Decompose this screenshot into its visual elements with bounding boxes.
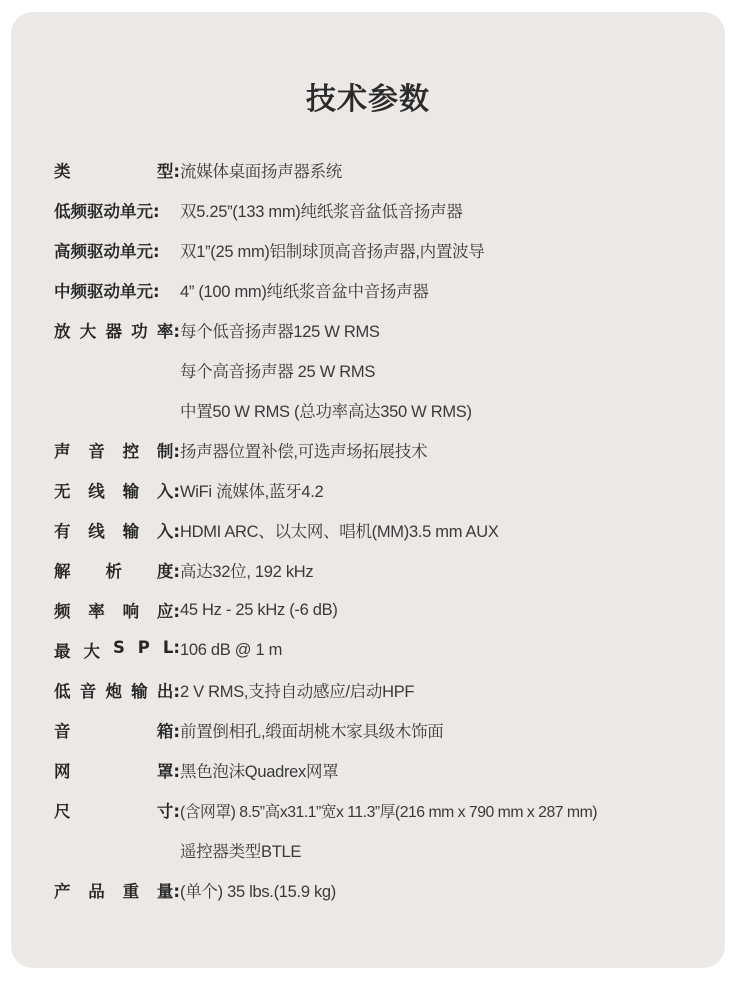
spec-label-char: 控 <box>122 442 140 461</box>
spec-label-char: 网 <box>54 762 71 781</box>
spec-label <box>54 598 180 622</box>
spec-row <box>54 750 719 790</box>
page-title: 技术参数 <box>306 82 430 117</box>
spec-label-char: 产 <box>54 882 71 901</box>
spec-label-char: 应: <box>156 602 180 621</box>
spec-value: 中置50 W RMS (总功率高达350 W RMS) <box>180 403 472 421</box>
spec-row <box>54 830 719 870</box>
spec-label-char: 声 <box>54 442 71 461</box>
spec-label-char: 出: <box>156 682 180 701</box>
spec-label-char: 析 <box>105 562 122 581</box>
spec-value: 前置倒相孔,缎面胡桃木家具级木饰面 <box>180 723 444 741</box>
spec-label-char: 音 <box>54 722 71 741</box>
spec-label-char: 频 <box>54 602 71 621</box>
spec-card <box>11 12 725 968</box>
spec-label-char: 低频驱动单元: <box>54 202 160 221</box>
spec-label-char: S <box>112 638 125 657</box>
spec-label-char: 品 <box>88 882 105 901</box>
spec-label-char: 大 <box>83 642 100 661</box>
spec-label-char: 寸: <box>156 802 180 821</box>
spec-list <box>54 150 719 910</box>
spec-value: WiFi 流媒体,蓝牙4.2 <box>180 483 324 501</box>
spec-value: 每个低音扬声器125 W RMS <box>180 323 380 341</box>
spec-row <box>54 710 719 750</box>
spec-value: 扬声器位置补偿,可选声场拓展技术 <box>180 443 428 461</box>
spec-label-char: 无 <box>54 482 71 501</box>
spec-row <box>54 230 719 270</box>
spec-row <box>54 430 719 470</box>
spec-label-char: 输 <box>122 482 140 501</box>
spec-label-char: 制: <box>156 442 180 461</box>
spec-label-char: 大 <box>79 322 97 341</box>
spec-label-char: 最 <box>54 642 71 661</box>
spec-label-char: 罩: <box>156 762 180 781</box>
spec-value: 4” (100 mm)纯纸浆音盆中音扬声器 <box>180 283 429 301</box>
spec-label-char: 响 <box>122 602 140 621</box>
spec-label <box>54 278 180 302</box>
spec-label-char: 音 <box>88 442 105 461</box>
spec-label-char: 入: <box>156 482 180 501</box>
spec-label <box>54 558 180 582</box>
spec-label-char: 高频驱动单元: <box>54 242 160 261</box>
spec-label-char: 量: <box>156 882 180 901</box>
spec-value: 2 V RMS,支持自动感应/启动HPF <box>180 683 415 701</box>
spec-label-char: 线 <box>88 482 105 501</box>
spec-label-char: 入: <box>156 522 180 541</box>
spec-label-char: 炮 <box>105 682 122 701</box>
spec-value: 流媒体桌面扬声器系统 <box>180 163 343 181</box>
spec-label-char: 率 <box>88 602 105 621</box>
spec-label-char: 输 <box>131 682 148 701</box>
spec-row <box>54 670 719 710</box>
spec-label-char: 箱: <box>156 722 180 741</box>
spec-value: 双5.25”(133 mm)纯纸浆音盆低音扬声器 <box>180 203 463 221</box>
spec-label-char: 重 <box>122 882 140 901</box>
spec-label-char: 度: <box>156 562 180 581</box>
spec-label <box>54 518 180 542</box>
spec-label-char: 低 <box>54 682 71 701</box>
spec-label-char: 放 <box>54 322 71 341</box>
spec-label-char: 解 <box>54 562 71 581</box>
spec-label <box>54 318 180 342</box>
spec-label-char: P <box>137 638 150 657</box>
spec-label-char: 型: <box>156 162 180 181</box>
spec-row <box>54 790 719 830</box>
spec-row <box>54 630 719 670</box>
spec-label <box>54 438 180 462</box>
spec-label <box>54 198 180 222</box>
spec-row <box>54 390 719 430</box>
spec-value: 双1”(25 mm)铝制球顶高音扬声器,内置波导 <box>180 243 485 261</box>
spec-label <box>54 478 180 502</box>
spec-label-char: 类 <box>54 162 71 181</box>
spec-label-char: 线 <box>88 522 105 541</box>
spec-row <box>54 270 719 310</box>
spec-label <box>54 718 180 742</box>
spec-value: 高达32位, 192 kHz <box>180 563 314 581</box>
spec-label-char: 功 <box>131 322 148 341</box>
spec-label-char: 尺 <box>54 802 71 821</box>
spec-value: 遥控器类型BTLE <box>180 843 302 861</box>
spec-value: 45 Hz - 25 kHz (-6 dB) <box>180 600 338 619</box>
spec-label <box>54 678 180 702</box>
spec-label-char: L: <box>162 638 180 657</box>
spec-label <box>54 758 180 782</box>
spec-label <box>54 638 180 662</box>
spec-label <box>54 158 180 182</box>
spec-label-char: 中频驱动单元: <box>54 282 160 301</box>
spec-row <box>54 350 719 390</box>
spec-row <box>54 310 719 350</box>
spec-row <box>54 470 719 510</box>
spec-label <box>54 238 180 262</box>
spec-label-char: 输 <box>122 522 140 541</box>
spec-label-char: 率: <box>156 322 180 341</box>
spec-row <box>54 590 719 630</box>
spec-value: HDMI ARC、以太网、唱机(MM)3.5 mm AUX <box>180 523 499 541</box>
spec-value: 每个高音扬声器 25 W RMS <box>180 363 376 381</box>
spec-value: (含网罩) 8.5”高x31.1”宽x 11.3”厚(216 mm x 790 mm x 287 mm) <box>180 803 597 821</box>
spec-label-char: 器 <box>105 322 122 341</box>
spec-row <box>54 190 719 230</box>
spec-row <box>54 510 719 550</box>
spec-row <box>54 150 719 190</box>
spec-value: 黑色泡沫Quadrex网罩 <box>180 763 339 781</box>
spec-label-char: 有 <box>54 522 71 541</box>
spec-label <box>54 878 180 902</box>
spec-value: (单个) 35 lbs.(15.9 kg) <box>180 883 337 901</box>
spec-row <box>54 550 719 590</box>
spec-row <box>54 870 719 910</box>
spec-label-char: 音 <box>79 682 97 701</box>
spec-label <box>54 798 180 822</box>
spec-value: 106 dB @ 1 m <box>180 640 283 659</box>
